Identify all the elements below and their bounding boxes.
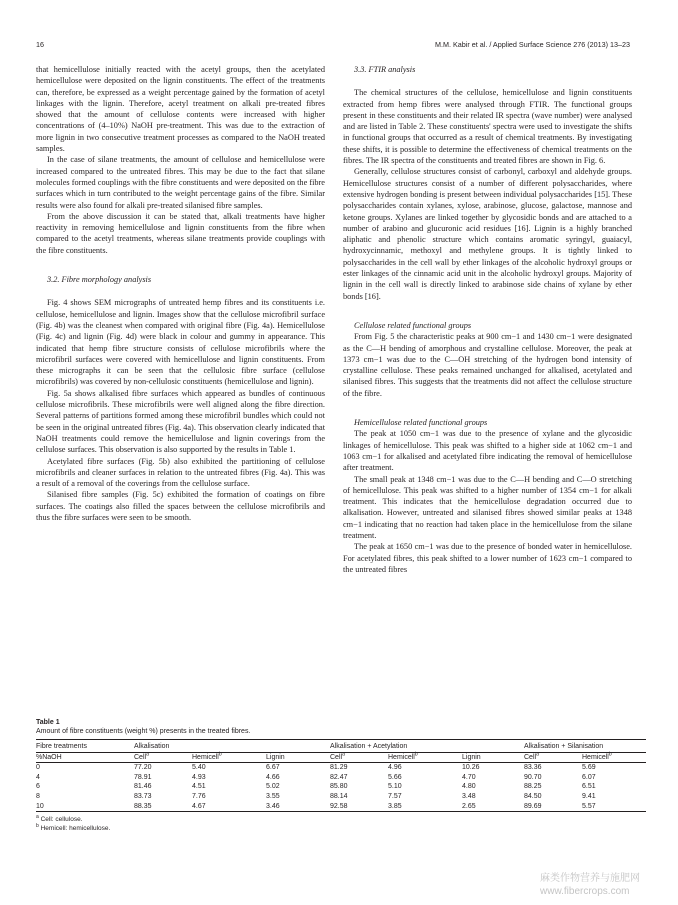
group-header: Fibre treatments: [36, 743, 87, 750]
data-table: [36, 740, 646, 811]
table-cell: 5.02: [266, 783, 280, 791]
column-header: %NaOH: [36, 752, 134, 763]
column-header: Lignin: [266, 752, 330, 763]
table-cell: 8: [36, 792, 40, 800]
watermark-text: 麻类作物营养与施肥网: [540, 873, 640, 884]
watermark-url: www.fibercrops.com: [540, 886, 630, 897]
table-cell: 0: [36, 764, 40, 772]
table-cell: 3.46: [266, 802, 280, 810]
table-cell: 4.96: [388, 764, 402, 772]
table-cell: 83.36: [524, 764, 542, 772]
table-row: [36, 782, 646, 792]
section-heading: 3.2. Fibre morphology analysis: [47, 275, 152, 285]
group-header: Alkalisation + Silanisation: [524, 743, 604, 750]
column-header: Hemicell$^b$: [192, 752, 266, 763]
group-header: Alkalisation + Acetylation: [330, 743, 408, 750]
table-cell: 3.85: [388, 802, 402, 810]
page-number: 16: [36, 40, 44, 49]
group-header: Alkalisation: [134, 743, 170, 750]
paragraph: that hemicellulose initially reacted with the acetyl groups, then the acetylated hemicellulose were deposited on the lignin constituents. The effect of the treatments can, therefore, be expressed as a weight percentage gained by the formation of acetyl linkages with the lignin. Therefore, acetyl treatment on alkali pre-treated fibres showed that the amount of cellulose contents were increased with higher concentrations of (4–10%) NaOH pre-treatment. This was due to the extraction of more lignin in two consecutive treatment processes as compared to the NaOH treated samples.: [36, 65, 325, 154]
table-cell: 6.67: [266, 764, 280, 772]
table-cell: 4: [36, 773, 40, 781]
column-header: Cell$^a$: [330, 752, 388, 763]
table-cell: 7.57: [388, 792, 402, 800]
paragraph: In the case of silane treatments, the amount of cellulose and hemicellulose were increased compared to the untreated fibres. This may be due to the fact that silane molecules formed couplings with the fibre constituents and were deposited on the fibre surfaces which in turn contributed to the weight percentage gains of the fibre. Similar results were also found for alkali pre-treated silanised fibre samples.: [36, 155, 325, 210]
paragraph: Acetylated fibre surfaces (Fig. 5b) also exhibited the partitioning of cellulose microfibrils and cleaner surfaces in relation to the untreated fibres (Fig. 4a). This was a result of a removal of the coverings from the cellulose surface.: [36, 456, 325, 489]
table-footnotes: [36, 815, 646, 833]
group-header-row: [36, 740, 646, 752]
table-cell: 92.58: [330, 802, 348, 810]
table-cell: 5.69: [582, 764, 596, 772]
footnote-marker: b: [218, 751, 222, 758]
footnote: $^a$ Cell: cellulose.: [36, 814, 83, 824]
table-1: [36, 718, 646, 833]
column-header: Hemicell$^b$: [388, 752, 462, 763]
table-cell: 89.69: [524, 802, 542, 810]
table-cell: 3.55: [266, 792, 280, 800]
column-header: Hemicell$^b$: [582, 752, 646, 763]
table-cell: 4.80: [462, 783, 476, 791]
footnote-marker: a: [146, 751, 149, 758]
table-cell: 77.20: [134, 764, 152, 772]
paragraph: From Fig. 5 the characteristic peaks at 900 cm−1 and 1430 cm−1 were designated as the C—H bending of amorphous and crystalline cellulose. Moreover, the peak at 1373 cm−1 was due to the C—OH stretching of the hydrogen bond intensity of crystalline cellulose. These peaks remained unchanged for alkalised, acetylated and silanised fibres. This suggests that the treatments did not affect the cellulose structure of the fibre.: [343, 332, 632, 398]
table-cell: 3.48: [462, 792, 476, 800]
table-row: [36, 763, 646, 773]
table-cell: 10: [36, 802, 44, 810]
table-cell: 85.80: [330, 783, 348, 791]
table-cell: 84.50: [524, 792, 542, 800]
subsection-heading: Hemicellulose related functional groups: [354, 418, 488, 428]
table-cell: 5.40: [192, 764, 206, 772]
column-header: Cell$^a$: [524, 752, 582, 763]
table-row: [36, 773, 646, 783]
table-cell: 9.41: [582, 792, 596, 800]
table-cell: 4.66: [266, 773, 280, 781]
table-cell: 4.70: [462, 773, 476, 781]
table-cell: 81.46: [134, 783, 152, 791]
footnote: $^b$ Hemicell: hemicellulose.: [36, 823, 111, 833]
table-cell: 5.57: [582, 802, 596, 810]
sub-header-row: [36, 752, 646, 763]
journal-citation: M.M. Kabir et al. / Applied Surface Science 276 (2013) 13–23: [435, 40, 630, 49]
footnote-marker: b: [608, 751, 612, 758]
paragraph: The chemical structures of the cellulose, hemicellulose and lignin constituents extracted from hemp fibres were analysed through FTIR. The functional groups present in these constituents and their related IR spectra (wave number) were analysed and are listed in Table 2. These constituents' spectra were used to investigate the shifts in functional groups that occurred as a result of chemical treatments. By investigating these shifts, it is possible to determine the effectiveness of chemical treatments on the fibres. The IR spectra of the constituents and treated fibres are shown in Fig. 6.: [343, 88, 632, 166]
paragraph: The small peak at 1348 cm−1 was due to the C—H bending and C—O stretching of hemicellulose. This peak was shifted to a higher number of 1354 cm−1 for alkali treatment. This indicates that the hemicellulose degradation occurred due to alkalisation. However, untreated and silanised fibres showed similar peaks at 1348 cm−1 indicating that no reaction had taken place in the hemicellulose from the silane treatment.: [343, 474, 632, 540]
table-cell: 88.14: [330, 792, 348, 800]
table-cell: 88.25: [524, 783, 542, 791]
table-cell: 6.51: [582, 783, 596, 791]
subsection-heading: Cellulose related functional groups: [354, 320, 472, 330]
table-cell: 78.91: [134, 773, 152, 781]
paragraph: Generally, cellulose structures consist of carbonyl, carboxyl and aldehyde groups. Hemicellulose structures consist of a number of different polysaccharides, where extensive hydrogen bonding is present between individual polysaccharides [15]. These polysaccharides contain xylanes, xylose, arabinose, glucose, galactose, mannose and ketone groups. Xylanes are linked together by glycosidic bonds and are attached to a number of arabino and glucuronic acid residues [16]. Lignin is a highly branched aliphatic and phenolic structure which contains aromatic syringyl, guaiacyl, hydroxycinnamic, methoxyl and methylene groups. It is tightly linked to polysaccharides in the cell wall by ether linkages of the alcoholic hydroxyl groups or ester linkages of the cinnamic acid unit in the alcoholic hydroxyl groups. Majority of lignin in the cell wall is directly linked to arabinose side chains of xylane by ether bonds [16].: [343, 167, 632, 301]
table-cell: 5.66: [388, 773, 402, 781]
table-cell: 7.76: [192, 792, 206, 800]
column-header: Lignin: [462, 752, 524, 763]
right-column: [343, 64, 632, 575]
paragraph: From the above discussion it can be stated that, alkali treatments have higher reactivity in removing hemicellulose and lignin constituents from the fibre when compared to the acetyl treatments, whereas silane treatments provide couplings with the fibre constituents.: [36, 211, 325, 255]
table-cell: 4.93: [192, 773, 206, 781]
table-cell: 5.10: [388, 783, 402, 791]
table-cell: 90.70: [524, 773, 542, 781]
column-header: Cell$^a$: [134, 752, 192, 763]
table-cell: 88.35: [134, 802, 152, 810]
footnote-marker: a: [342, 751, 345, 758]
watermark: [540, 872, 670, 902]
table-caption: Amount of fibre constituents (weight %) presents in the treated fibres.: [36, 728, 251, 735]
table-cell: 82.47: [330, 773, 348, 781]
table-title: Table 1: [36, 719, 60, 726]
table-cell: 4.67: [192, 802, 206, 810]
paragraph: The peak at 1650 cm−1 was due to the presence of bonded water in hemicellulose. For acetylated fibres, this peak shifted to a lower number of 1623 cm−1 compared to the untreated fibres: [343, 542, 632, 574]
paragraph: Fig. 4 shows SEM micrographs of untreated hemp fibres and its constituents i.e. cellulose, hemicellulose and lignin. Images show that the cellulose microfibril surface (Fig. 4b) was the cleanest when compared with original fibre (Fig. 4a). Hemicellulose (Fig. 4c) and lignin (Fig. 4d) were black in colour and gummy in appearance. This indicated that hemp fibre structure consists of cellulose microfibrils where the microfibril surfaces were covered with hemicellulose and lignin constituents. From these micrographs it can be seen that the cellulosic fibre surface (cellulose microfibrils) was covered by non-cellulosic constituents (hemicellulose and lignin).: [36, 298, 325, 387]
table-cell: 6.07: [582, 773, 596, 781]
left-column: [36, 64, 325, 523]
paragraph: Fig. 5a shows alkalised fibre surfaces which appeared as bundles of continuous cellulose microfibrils. These microfibrils were well aligned along the fibre direction. Several patterns of partitions formed among these microfibril bundles which could not be seen in the original untreated fibres (Fig. 4a). This observation clearly indicated that NaOH treatments could remove the hemicellulose and lignin coverings from the cellulose surfaces. This observation is also supported by the results in Table 1.: [36, 388, 325, 455]
table-row: [36, 792, 646, 802]
table-row: [36, 802, 646, 812]
footnote-marker: b: [414, 751, 418, 758]
table-cell: 6: [36, 783, 40, 791]
running-header: [36, 40, 642, 52]
section-heading: 3.3. FTIR analysis: [354, 65, 416, 74]
table-cell: 2.65: [462, 802, 476, 810]
table-cell: 4.51: [192, 783, 206, 791]
footnote-marker: a: [536, 751, 539, 758]
table-cell: 10.26: [462, 764, 480, 772]
paragraph: The peak at 1050 cm−1 was due to the presence of xylane and the glycosidic linkages of hemicellulose. This peak was shifted to a higher side at 1062 cm−1 and 1063 cm−1 for alkalised and acetylated fibre indicating the removal of hemicellulose after treatment.: [343, 429, 632, 473]
table-cell: 81.29: [330, 764, 348, 772]
paragraph: Silanised fibre samples (Fig. 5c) exhibited the formation of coatings on fibre surfaces. The coatings also filled the spaces between the cellulose microfibrils and thus the fibre surfaces were seen to be smooth.: [36, 490, 325, 522]
table-cell: 83.73: [134, 792, 152, 800]
